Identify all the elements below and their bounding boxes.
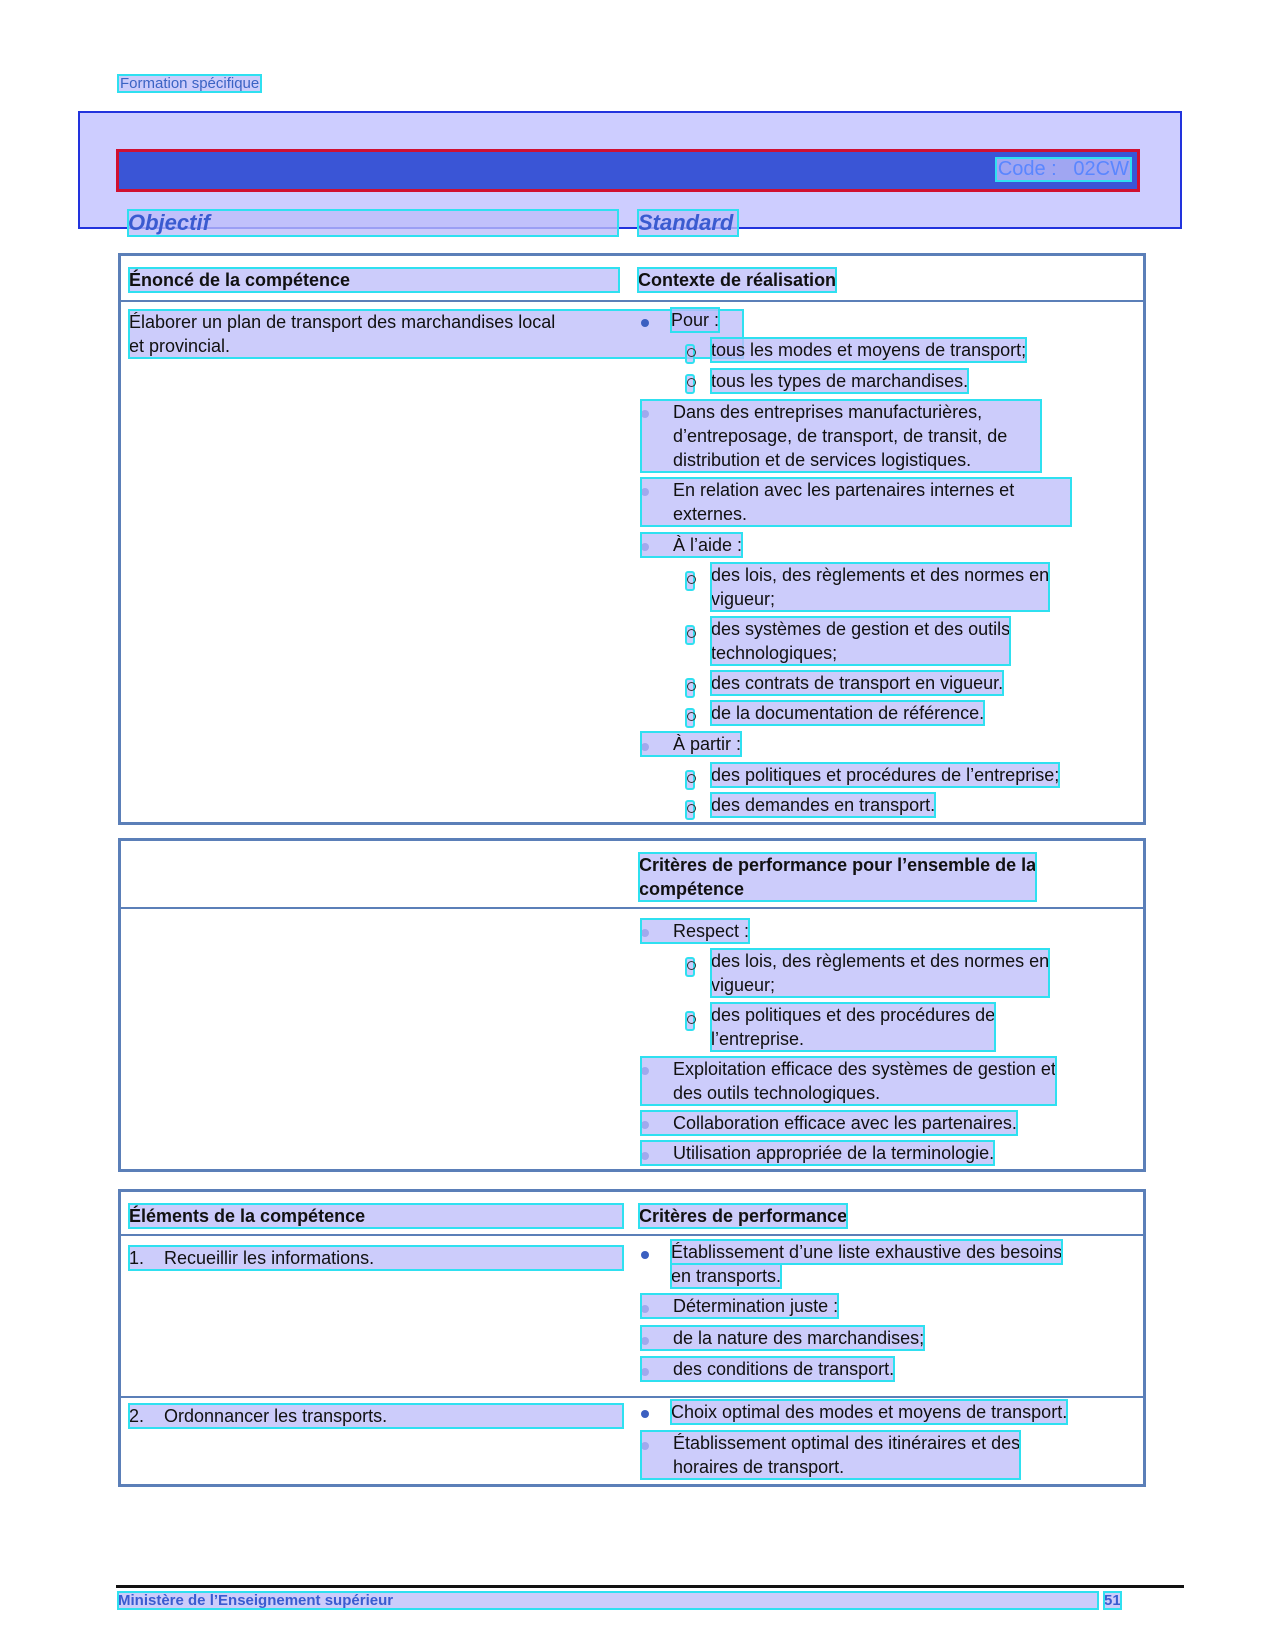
sub-bullet: [685, 678, 695, 698]
list-item: Détermination juste :: [641, 1294, 838, 1318]
competence-statement: Élaborer un plan de transport des marchandises local et provincial.: [129, 310, 743, 358]
table-elements: [118, 1189, 1146, 1487]
list-item: Dans des entreprises manufacturières, d’entreposage, de transport, de transit, de distribution et de services logistiques.: [641, 400, 1041, 472]
bullet: [641, 1410, 649, 1418]
list-item: en transports.: [671, 1266, 782, 1286]
list-item: En relation avec les partenaires internes et externes.: [641, 478, 1071, 526]
list-item: de la documentation de référence.: [711, 703, 985, 723]
footer-rule: [116, 1585, 1184, 1588]
table-criteres-ensemble: [118, 838, 1146, 1172]
list-item: tous les types de marchandises.: [711, 371, 969, 391]
list-item: des contrats de transport en vigueur.: [711, 673, 1004, 693]
list-item: Pour :: [671, 310, 720, 330]
list-item: des politiques et procédures de l’entreprise;: [711, 765, 1060, 785]
list-item: Établissement optimal des itinéraires et des horaires de transport.: [641, 1431, 1020, 1479]
list-item: Exploitation efficace des systèmes de gestion et des outils technologiques.: [641, 1057, 1056, 1105]
contexte-header: Contexte de réalisation: [638, 270, 837, 290]
running-head: Formation spécifique: [120, 75, 260, 92]
sub-bullet: [685, 374, 695, 394]
list-item: Choix optimal des modes et moyens de transport.: [671, 1402, 1068, 1422]
element-2: 2. Ordonnancer les transports.: [129, 1404, 623, 1428]
sub-bullet: [685, 957, 695, 977]
list-item: tous les modes et moyens de transport;: [711, 340, 1027, 360]
sub-bullet: [685, 800, 695, 820]
list-item: Utilisation appropriée de la terminologie.: [641, 1141, 994, 1165]
row-divider: [121, 1396, 1143, 1398]
elements-header: Éléments de la compétence: [129, 1204, 623, 1228]
sub-bullet: [685, 1011, 695, 1031]
sub-bullet: [685, 708, 695, 728]
list-item: des demandes en transport.: [711, 795, 936, 815]
criteres-ensemble-header: Critères de performance pour l’ensemble de la compétence: [639, 855, 1037, 899]
page-number: 51: [1104, 1592, 1121, 1609]
objectif-title: Objectif: [128, 210, 618, 236]
element-1: 1. Recueillir les informations.: [129, 1246, 623, 1270]
code-label: Code : 02CW: [997, 158, 1129, 180]
bullet: [641, 1251, 649, 1259]
sub-bullet: [685, 770, 695, 790]
list-item: Établissement d’une liste exhaustive des besoins: [671, 1242, 1063, 1262]
list-item: À partir :: [641, 732, 741, 756]
sub-bullet: [685, 344, 695, 364]
list-item: des lois, des règlements et des normes en vigueur;: [711, 565, 1050, 609]
code-bar: [116, 149, 1140, 192]
enonce-header: Énoncé de la compétence: [129, 268, 619, 292]
list-item: de la nature des marchandises;: [641, 1326, 924, 1350]
list-item: des conditions de transport.: [641, 1357, 894, 1381]
list-item: des politiques et des procédures de l’entreprise.: [711, 1005, 996, 1049]
standard-title: Standard: [638, 210, 738, 236]
list-item: À l’aide :: [641, 533, 742, 557]
list-item: Collaboration efficace avec les partenaires.: [641, 1111, 1017, 1135]
sub-bullet: [685, 625, 695, 645]
list-item: des systèmes de gestion et des outils technologiques;: [711, 619, 1011, 663]
bullet: [641, 319, 649, 327]
list-item: des lois, des règlements et des normes en vigueur;: [711, 951, 1050, 995]
list-item: Respect :: [641, 919, 749, 943]
footer-ministry: Ministère de l’Enseignement supérieur: [118, 1592, 1098, 1609]
criteres-header: Critères de performance: [639, 1206, 848, 1226]
table-competence: [118, 253, 1146, 825]
sub-bullet: [685, 571, 695, 591]
